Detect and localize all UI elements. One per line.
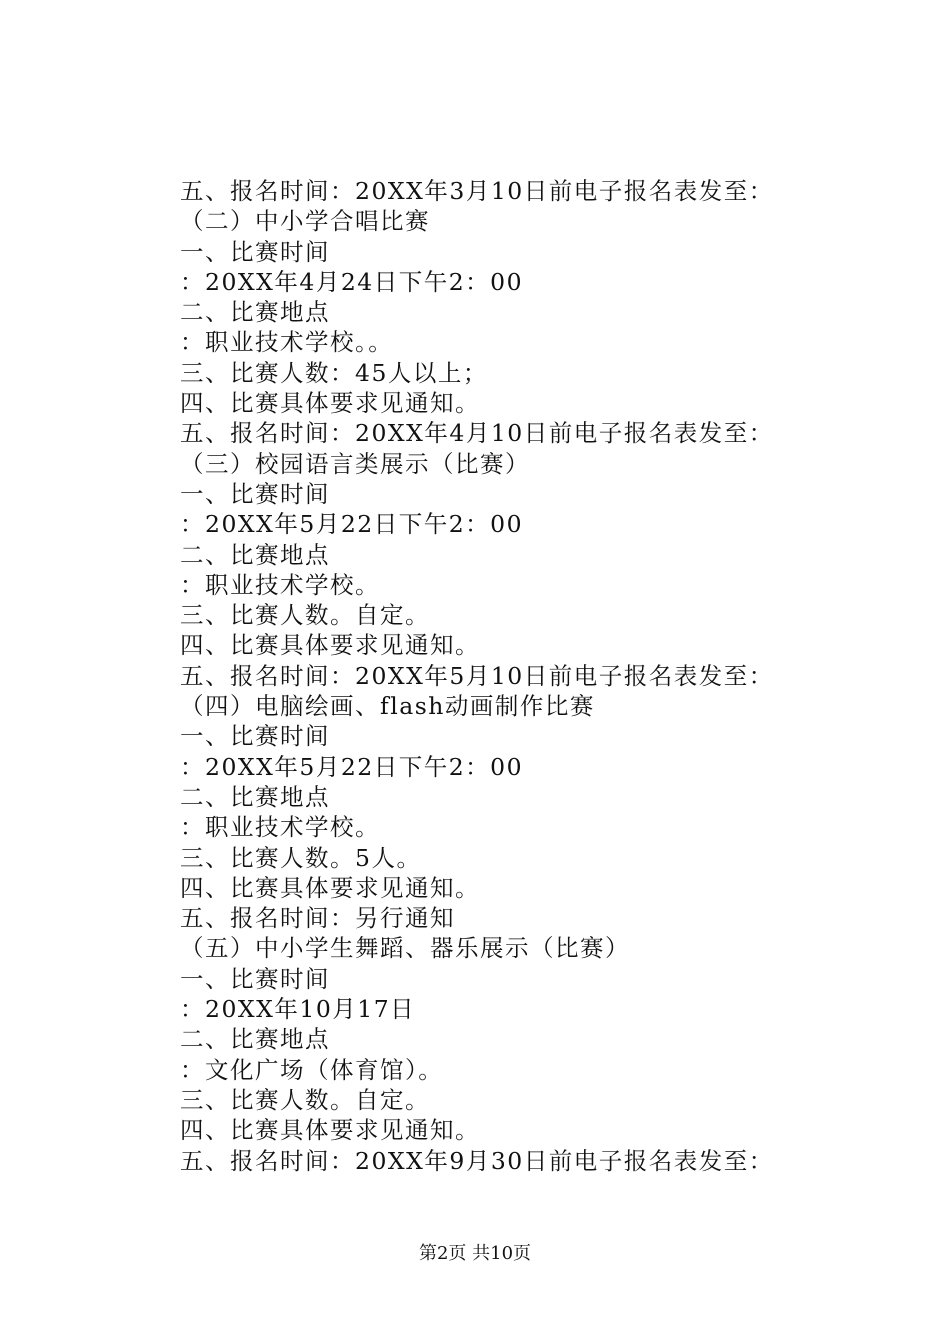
- body-line: 四、比赛具体要求见通知。: [180, 631, 480, 660]
- document-body: [180, 176, 800, 1176]
- section-heading: （二）中小学合唱比赛: [180, 207, 430, 236]
- section-heading: （四）电脑绘画、flash动画制作比赛: [180, 692, 595, 721]
- body-line: 一、比赛时间: [180, 722, 330, 751]
- body-line: 一、比赛时间: [180, 237, 330, 266]
- body-line: 三、比赛人数：45人以上；: [180, 358, 488, 387]
- body-line: 四、比赛具体要求见通知。: [180, 873, 480, 902]
- body-line: 一、比赛时间: [180, 479, 330, 508]
- body-line: 二、比赛地点: [180, 782, 330, 811]
- body-line: 五、报名时间：20XX年4月10日前电子报名表发至：: [180, 419, 774, 448]
- section-heading: （五）中小学生舞蹈、器乐展示（比赛）: [180, 934, 630, 963]
- body-line: 二、比赛地点: [180, 540, 330, 569]
- body-line: 三、比赛人数。自定。: [180, 601, 430, 630]
- section-heading: （三）校园语言类展示（比赛）: [180, 449, 530, 478]
- body-line: 四、比赛具体要求见通知。: [180, 389, 480, 418]
- body-line: 三、比赛人数。自定。: [180, 1085, 430, 1114]
- page-number-footer: 第2页 共10页: [418, 1243, 532, 1264]
- body-line: ：20XX年5月22日下午2：00: [180, 510, 524, 539]
- body-line: 五、报名时间：20XX年5月10日前电子报名表发至：: [180, 661, 774, 690]
- body-line: ：20XX年10月17日: [180, 995, 416, 1024]
- body-line: ：20XX年5月22日下午2：00: [180, 752, 524, 781]
- body-line: 五、报名时间：另行通知: [180, 904, 455, 933]
- body-line: ：职业技术学校。: [180, 570, 380, 599]
- body-line: 二、比赛地点: [180, 1025, 330, 1054]
- body-line: ：职业技术学校。。: [180, 328, 394, 357]
- body-line: ：文化广场（体育馆）。: [180, 1055, 444, 1084]
- body-line: ：20XX年4月24日下午2：00: [180, 267, 524, 296]
- body-line: 五、报名时间：20XX年3月10日前电子报名表发至：: [180, 177, 774, 205]
- body-line: 四、比赛具体要求见通知。: [180, 1116, 480, 1145]
- body-line: 五、报名时间：20XX年9月30日前电子报名表发至：: [180, 1146, 774, 1175]
- body-line: 二、比赛地点: [180, 298, 330, 327]
- body-line: 一、比赛时间: [180, 964, 330, 993]
- body-line: ：职业技术学校。: [180, 813, 380, 842]
- body-line: 三、比赛人数。5人。: [180, 843, 422, 872]
